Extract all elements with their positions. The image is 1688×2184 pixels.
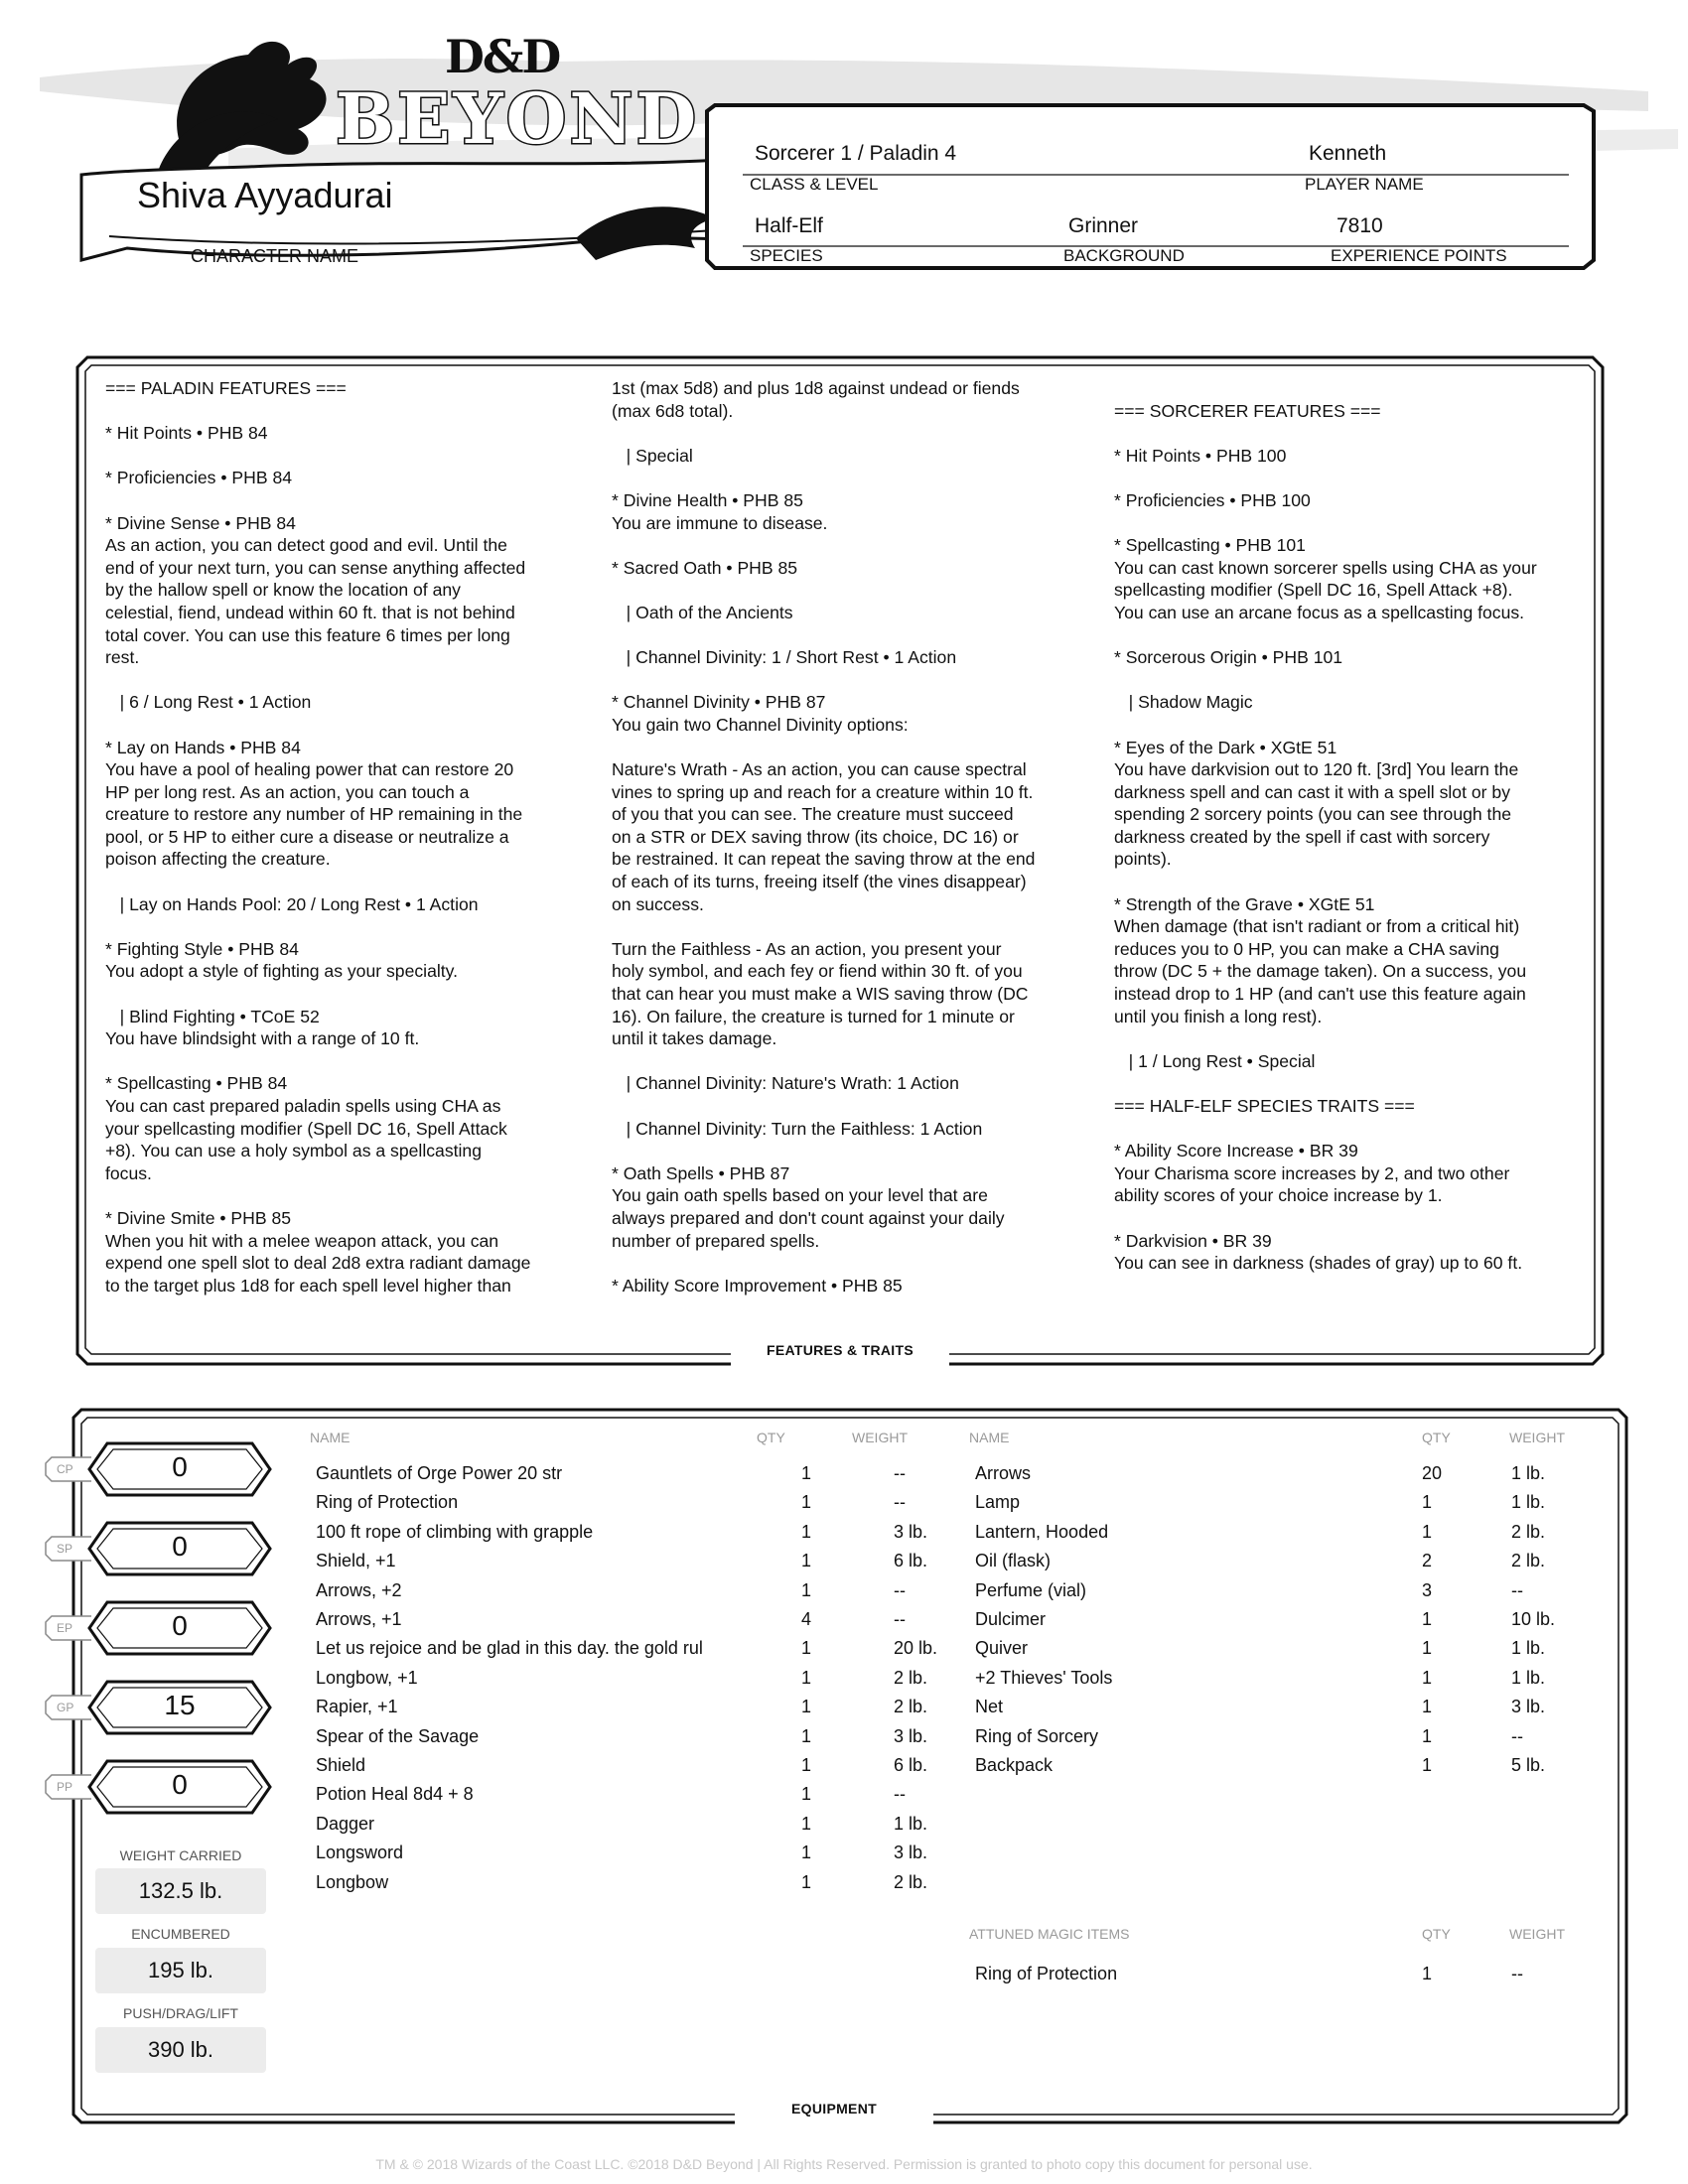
item-qty: 1 xyxy=(801,1726,812,1746)
item-name: Gauntlets of Orge Power 20 str xyxy=(316,1463,563,1483)
ep-label: EP xyxy=(57,1621,73,1635)
item-qty: 1 xyxy=(801,1843,812,1862)
attuned-weight-header: WEIGHT xyxy=(1509,1926,1565,1942)
equipment-row[interactable] xyxy=(316,1580,983,1610)
item-qty: 1 xyxy=(801,1580,812,1600)
item-weight: -- xyxy=(894,1784,906,1804)
item-qty: 1 xyxy=(801,1814,812,1834)
item-name: 100 ft rope of climbing with grapple xyxy=(316,1522,594,1542)
item-weight: -- xyxy=(1511,1726,1523,1746)
item-qty: 3 xyxy=(1422,1580,1433,1600)
character-name[interactable]: Shiva Ayyadurai xyxy=(137,175,393,215)
item-qty: 1 xyxy=(801,1872,812,1892)
copyright-footer: TM & © 2018 Wizards of the Coast LLC. ©2018 D&D Beyond | All Rights Reserved. Permission is granted to photo copy this document for personal use. xyxy=(375,2156,1313,2172)
item-name: Longbow, +1 xyxy=(316,1668,418,1688)
species-label: SPECIES xyxy=(750,246,823,265)
item-weight: 1 lb. xyxy=(1511,1463,1546,1483)
equipment-row[interactable] xyxy=(975,1755,1601,1785)
equipment-row[interactable] xyxy=(316,1522,983,1552)
item-name: Arrows, +2 xyxy=(316,1580,402,1600)
equipment-row[interactable] xyxy=(975,1492,1601,1522)
item-weight: 1 lb. xyxy=(1511,1668,1546,1688)
item-qty: 1 xyxy=(801,1755,812,1775)
equipment-row[interactable] xyxy=(316,1492,983,1522)
attuned-items-header: ATTUNED MAGIC ITEMS xyxy=(969,1926,1130,1942)
right-name-header: NAME xyxy=(969,1430,1010,1445)
experience-value[interactable]: 7810 xyxy=(1336,214,1383,237)
equipment-row[interactable] xyxy=(975,1697,1601,1726)
equipment-row[interactable] xyxy=(316,1463,983,1493)
item-weight: 2 lb. xyxy=(1511,1522,1546,1542)
item-name: Spear of the Savage xyxy=(316,1726,480,1746)
equipment-row[interactable] xyxy=(975,1726,1601,1756)
equipment-row[interactable] xyxy=(975,1668,1601,1698)
gp-label: GP xyxy=(57,1701,74,1714)
features-column-paladin-cont: 1st (max 5d8) and plus 1d8 against undead or fiends (max 6d8 total). | Special * Divine Health • PHB 85 You are immune to disease. * Sacred Oath • PHB 85 | Oath of the Ancients | Channel Divinity: 1 / Short Rest • 1 Action * Channel Divinity • PHB 87 You gain two Channel Divinity options: Nature's Wrath - As an action, you can cause spectral vines to spring up and reach for a creature within 10 ft. of you that you can see. The creature must succeed on a STR or DEX saving throw (its choice, DC 16) or be restrained. It can repeat the saving throw at the end of each of its turns, freeing itself (the vines disappear) on success. Turn the Faithless - As an action, you present your holy symbol, and each fey or fiend within 30 ft. of you that can hear you must make a WIS saving throw (DC 16). On failure, the creature is turned for 1 minute or until it takes damage. | Channel Divinity: Nature's Wrath: 1 Action | Channel Divinity: Turn the Faithless: 1 Action * Oath Spells • PHB 87 You gain oath spells based on your level that are always prepared and don't count against your daily number of prepared spells. * Ability Score Improvement • PHB 85 xyxy=(612,378,1036,1296)
item-weight: 1 lb. xyxy=(1511,1638,1546,1658)
item-qty: 1 xyxy=(801,1638,812,1658)
item-name: Ring of Protection xyxy=(316,1492,459,1512)
push-drag-lift-label: PUSH/DRAG/LIFT xyxy=(123,2005,238,2021)
item-weight: 10 lb. xyxy=(1511,1609,1556,1629)
item-weight: 1 lb. xyxy=(1511,1492,1546,1512)
equipment-row[interactable] xyxy=(316,1609,983,1639)
pp-value[interactable]: 0 xyxy=(172,1769,188,1800)
experience-label: EXPERIENCE POINTS xyxy=(1331,246,1507,265)
equipment-row[interactable] xyxy=(316,1755,983,1785)
encumbered-label: ENCUMBERED xyxy=(131,1926,230,1942)
item-weight: 3 lb. xyxy=(894,1843,928,1862)
equipment-row[interactable] xyxy=(975,1964,1601,1993)
item-weight: 2 lb. xyxy=(894,1872,928,1892)
item-qty: 1 xyxy=(801,1522,812,1542)
background-value[interactable]: Grinner xyxy=(1068,214,1139,237)
ep-value[interactable]: 0 xyxy=(172,1610,188,1641)
logo-dnd: D&D xyxy=(445,30,560,83)
item-name: Perfume (vial) xyxy=(975,1580,1087,1600)
item-name: Lamp xyxy=(975,1492,1021,1512)
item-name: Potion Heal 8d4 + 8 xyxy=(316,1784,474,1804)
item-weight: 3 lb. xyxy=(894,1522,928,1542)
item-weight: -- xyxy=(894,1580,906,1600)
item-weight: -- xyxy=(894,1609,906,1629)
features-column-paladin: === PALADIN FEATURES === * Hit Points • PHB 84 * Proficiencies • PHB 84 * Divine Sense • PHB 84 As an action, you can detect good and evil. Until the end of your next turn, you can sense anything affected by the hallow spell or know the location of any celestial, fiend, undead within 60 ft. that is not behind total cover. You can use this feature 6 times per long rest. | 6 / Long Rest • 1 Action * Lay on Hands • PHB 84 You have a pool of healing power that can restore 20 HP per long rest. As an action, you can touch a creature to restore any number of HP remaining in the pool, or 5 HP to either cure a disease or neutralize a poison affecting the creature. | Lay on Hands Pool: 20 / Long Rest • 1 Action * Fighting Style • PHB 84 You adopt a style of fighting as your specialty. | Blind Fighting • TCoE 52 You have blindsight with a range of 10 ft. * Spellcasting • PHB 84 You can cast prepared paladin spells using CHA as your spellcasting modifier (Spell DC 16, Spell Attack +8). You can use a holy symbol as a spellcasting focus. * Divine Smite • PHB 85 When you hit with a melee weapon attack, you can expend one spell slot to deal 2d8 extra radiant damage to the target plus 1d8 for each spell level higher than xyxy=(105,378,531,1296)
left-weight-header: WEIGHT xyxy=(852,1430,908,1445)
item-name: Ring of Sorcery xyxy=(975,1726,1099,1746)
item-qty: 1 xyxy=(801,1784,812,1804)
weight-carried-value: 132.5 lb. xyxy=(95,1868,266,1914)
item-name: Quiver xyxy=(975,1638,1029,1658)
equipment-row[interactable] xyxy=(316,1697,983,1726)
equipment-row[interactable] xyxy=(975,1580,1601,1610)
item-weight: 2 lb. xyxy=(1511,1551,1546,1570)
item-qty: 2 xyxy=(1422,1551,1433,1570)
item-qty: 1 xyxy=(801,1551,812,1570)
item-qty: 1 xyxy=(1422,1522,1433,1542)
features-column-sorcerer: === SORCERER FEATURES === * Hit Points • PHB 100 * Proficiencies • PHB 100 * Spellcasting • PHB 101 You can cast known sorcerer spells using CHA as your spellcasting modifier (Spell DC 16, Spell Attack +8). You can use an arcane focus as a spellcasting focus. * Sorcerous Origin • PHB 101 | Shadow Magic * Eyes of the Dark • XGtE 51 You have darkvision out to 120 ft. [3rd] You learn the darkness spell and can cast it with a spell slot or by spending 2 sorcery points (you can see through the darkness created by the spell if cast with sorcery points). * Strength of the Grave • XGtE 51 When damage (that isn't radiant or from a critical hit) reduces you to 0 HP, you can make a CHA saving throw (DC 5 + the damage taken). On a success, you instead drop to 1 HP (and can't use this feature again until you finish a long rest). | 1 / Long Rest • Special === HALF-ELF SPECIES TRAITS === * Ability Score Increase • BR 39 Your Charisma score increases by 2, and two other ability scores of your choice increase by 1. * Darkvision • BR 39 You can see in darkness (shades of gray) up to 60 ft. xyxy=(1114,400,1537,1274)
item-name: Dagger xyxy=(316,1814,375,1834)
player-name-value[interactable]: Kenneth xyxy=(1309,142,1387,165)
sp-value[interactable]: 0 xyxy=(172,1531,188,1562)
features-traits-panel xyxy=(75,355,1605,1366)
item-weight: -- xyxy=(894,1492,906,1512)
item-qty: 1 xyxy=(1422,1668,1433,1688)
equipment-row[interactable] xyxy=(316,1726,983,1756)
item-qty: 4 xyxy=(801,1609,812,1629)
item-qty: 1 xyxy=(801,1463,812,1483)
encumbered-value: 195 lb. xyxy=(95,1948,266,1993)
item-weight: 3 lb. xyxy=(1511,1697,1546,1716)
equipment-row[interactable] xyxy=(316,1784,983,1814)
equipment-panel xyxy=(40,1408,1628,2124)
class-level-value[interactable]: Sorcerer 1 / Paladin 4 xyxy=(755,142,957,165)
equipment-row[interactable] xyxy=(975,1522,1601,1552)
item-name: Net xyxy=(975,1697,1004,1716)
logo-beyond: BEYOND xyxy=(336,77,700,160)
item-weight: 2 lb. xyxy=(894,1668,928,1688)
item-name: Shield xyxy=(316,1755,366,1775)
cp-label: CP xyxy=(57,1462,73,1476)
item-weight: -- xyxy=(1511,1580,1523,1600)
item-weight: 1 lb. xyxy=(894,1814,928,1834)
item-qty: 1 xyxy=(1422,1755,1433,1775)
weight-carried-label: WEIGHT CARRIED xyxy=(119,1847,242,1863)
item-weight: 6 lb. xyxy=(894,1755,928,1775)
equipment-row[interactable] xyxy=(975,1463,1601,1493)
attuned-qty-header: QTY xyxy=(1422,1926,1451,1942)
right-weight-header: WEIGHT xyxy=(1509,1430,1565,1445)
sp-label: SP xyxy=(57,1542,73,1556)
equipment-title: EQUIPMENT xyxy=(791,2101,877,2116)
item-qty: 20 xyxy=(1422,1463,1443,1483)
item-name: Arrows, +1 xyxy=(316,1609,402,1629)
item-name: +2 Thieves' Tools xyxy=(975,1668,1113,1688)
equipment-row[interactable] xyxy=(975,1638,1601,1668)
background-label: BACKGROUND xyxy=(1063,246,1185,265)
gp-value[interactable]: 15 xyxy=(164,1690,196,1720)
item-weight: 20 lb. xyxy=(894,1638,938,1658)
item-weight: -- xyxy=(1511,1964,1523,1983)
item-qty: 1 xyxy=(801,1668,812,1688)
item-name: Longbow xyxy=(316,1872,389,1892)
item-name: Rapier, +1 xyxy=(316,1697,398,1716)
push-drag-lift-value: 390 lb. xyxy=(95,2027,266,2073)
character-name-label: CHARACTER NAME xyxy=(191,246,359,266)
item-qty: 1 xyxy=(801,1492,812,1512)
equipment-row[interactable] xyxy=(316,1551,983,1580)
item-qty: 1 xyxy=(1422,1609,1433,1629)
item-weight: 6 lb. xyxy=(894,1551,928,1570)
equipment-row[interactable] xyxy=(316,1872,983,1902)
item-qty: 1 xyxy=(1422,1638,1433,1658)
left-qty-header: QTY xyxy=(757,1430,785,1445)
equipment-row[interactable] xyxy=(316,1638,983,1668)
item-weight: 2 lb. xyxy=(894,1697,928,1716)
species-value[interactable]: Half-Elf xyxy=(755,214,823,237)
cp-value[interactable]: 0 xyxy=(172,1451,188,1482)
pp-label: PP xyxy=(57,1780,73,1794)
item-name: Longsword xyxy=(316,1843,404,1862)
item-qty: 1 xyxy=(1422,1492,1433,1512)
item-name: Backpack xyxy=(975,1755,1054,1775)
features-title: FEATURES & TRAITS xyxy=(767,1342,914,1358)
item-name: Oil (flask) xyxy=(975,1551,1051,1570)
equipment-row[interactable] xyxy=(316,1668,983,1698)
equipment-row[interactable] xyxy=(316,1814,983,1843)
item-weight: 3 lb. xyxy=(894,1726,928,1746)
item-weight: -- xyxy=(894,1463,906,1483)
item-name: Shield, +1 xyxy=(316,1551,396,1570)
character-header xyxy=(0,0,1688,298)
player-name-label: PLAYER NAME xyxy=(1305,175,1424,194)
equipment-row[interactable] xyxy=(975,1551,1601,1580)
item-qty: 1 xyxy=(801,1697,812,1716)
item-name: Arrows xyxy=(975,1463,1032,1483)
right-qty-header: QTY xyxy=(1422,1430,1451,1445)
item-qty: 1 xyxy=(1422,1697,1433,1716)
item-qty: 1 xyxy=(1422,1964,1433,1983)
item-weight: 5 lb. xyxy=(1511,1755,1546,1775)
class-level-label: CLASS & LEVEL xyxy=(750,175,879,194)
left-name-header: NAME xyxy=(310,1430,351,1445)
equipment-row[interactable] xyxy=(975,1609,1601,1639)
item-name: Ring of Protection xyxy=(975,1964,1118,1983)
item-name: Lantern, Hooded xyxy=(975,1522,1109,1542)
equipment-row[interactable] xyxy=(316,1843,983,1872)
item-name: Dulcimer xyxy=(975,1609,1047,1629)
item-name: Let us rejoice and be glad in this day. the gold rul xyxy=(316,1638,703,1658)
item-qty: 1 xyxy=(1422,1726,1433,1746)
